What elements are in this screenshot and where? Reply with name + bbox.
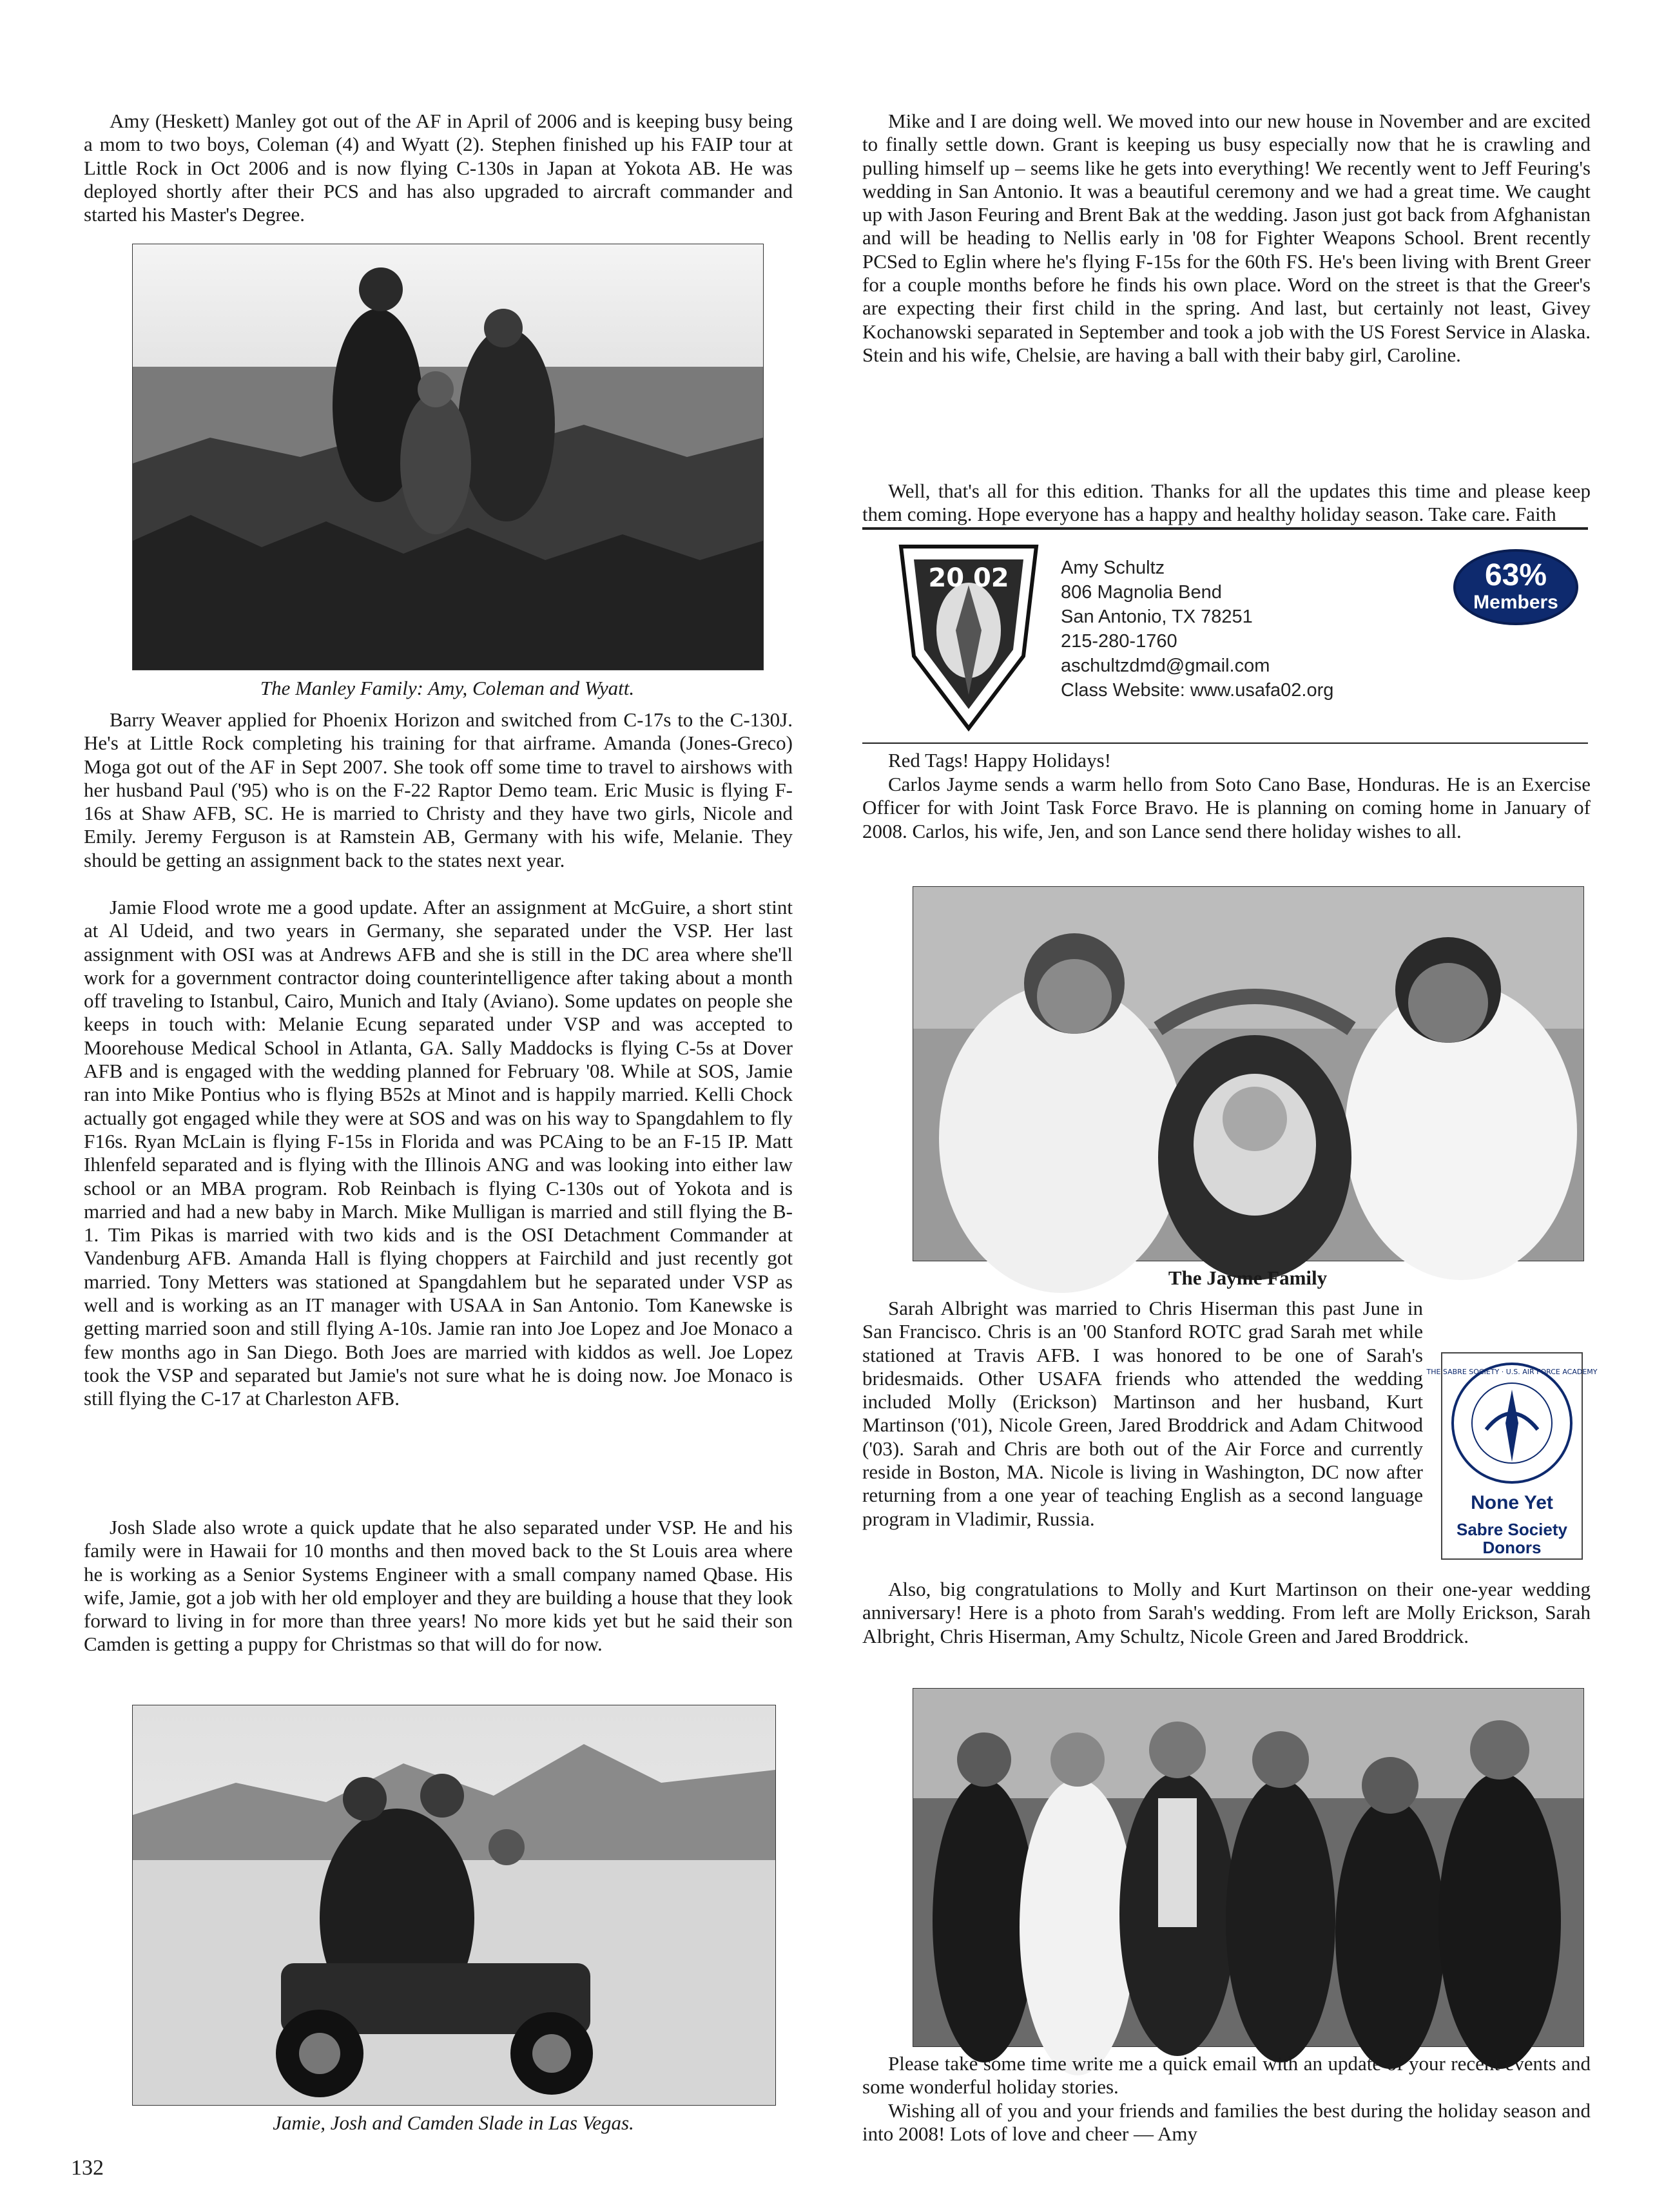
- contact-email[interactable]: aschultzdmd@gmail.com: [1061, 655, 1270, 676]
- section-divider-bottom: [862, 742, 1588, 744]
- contact-website[interactable]: Class Website: www.usafa02.org: [1061, 680, 1334, 701]
- page-number: 132: [71, 2156, 104, 2180]
- photo-caption-manley: The Manley Family: Amy, Coleman and Wyatt.: [260, 677, 635, 699]
- class-contact-block: [1061, 556, 1333, 703]
- article-paragraph-flood: Jamie Flood wrote me a good update. After an assignment at McGuire, a short stint at Al Udeid, and two years in Germany, she separated under the VSP. Her last assignment with OSI was at Andrews AFB and she is still in the DC area where she'll work for a government contractor doing counterintelligence after taking about a month off traveling to Istanbul, Cairo, Munich and Italy (Aviano). Some updates on people she keeps in touch with: Melanie Ecung separated under VSP and was accepted to Moorehouse Medical School in Atlanta, GA. Sally Maddocks is flying C-5s at Dover AFB and is engaged with the wedding planned for February '08. While at SOS, Jamie ran into Mike Pontius who is flying B52s at Minot and is happily married. Kelli Chock actually got engaged while they were at SOS and was on his way to Spangdahlem to fly F16s. Ryan McLain is flying F-15s in Florida and was PCAing to be an F-15 IP. Matt Ihlenfeld separated and is flying with the Illinois ANG and was looking into either law school or an MBA program. Rob Reinbach is flying C-130s out of Yokota and is married and had a new baby in March. Mike Mulligan is married and still flying the B-1. Tim Pikas is married with two kids and is the OSI Detachment Commander at Vandenburg AFB. Amanda Hall is flying choppers at Fairchild and just recently got married. Tony Metters was stationed at Spangdahlem but he separated under VSP as well and is working as an IT manager with USAA in San Antonio. Tom Kanewske is getting married soon and still flying A-10s. Jamie ran into Joe Lopez and Joe Monaco a few months ago in San Diego. Both Joes are married with kiddos as well. Joe Lopez took the VSP and separated but Jamie's not sure what he is doing now. Joe Monaco is still flying the C-17 at Charleston AFB.: [84, 896, 793, 1410]
- contact-city: San Antonio, TX 78251: [1061, 606, 1253, 627]
- sabre-seal-text: THE SABRE SOCIETY · U.S. AIR FORCE ACADEMY: [1426, 1368, 1598, 1376]
- membership-percent: 63%: [1484, 558, 1547, 592]
- photo-slade-family: [132, 1705, 776, 2106]
- article-paragraph-faith-signoff: Well, that's all for this edition. Thanks for all the updates this time and please keep them coming. Hope everyone has a happy and healthy holiday season. Take care. Faith: [862, 480, 1591, 526]
- photo-jayme-family: [913, 886, 1584, 1261]
- crest-year-text: 20 02: [928, 563, 1009, 593]
- article-paragraph-request-updates: Please take some time write me a quick email with an update of your recent events and some wonderful holiday stories.: [862, 2052, 1591, 2099]
- class-crest-2002: [895, 540, 1043, 733]
- article-paragraph-weaver: Barry Weaver applied for Phoenix Horizon and switched from C-17s to the C-130J. He's at Little Rock completing his training for that airframe. Amanda (Jones-Greco) Moga got out of the AF in Sept 2007. She took off some time to travel to airshows with her husband Paul ('95) who is on the F-22 Raptor Demo team. Eric Music is flying F-16s at Shaw AFB, SC. He is married to Christy and they have two girls, Nicole and Emily. Jeremy Ferguson is at Ramstein AB, Germany with his wife, Melanie. They should be getting an assignment back to the states next year.: [84, 708, 793, 871]
- section-divider-top: [862, 527, 1588, 530]
- article-paragraph-albright-wedding: Sarah Albright was married to Chris Hiserman this past June in San Francisco. Chris is an '00 Stanford ROTC grad Sarah met while stationed at Travis AFB. I was honored to be one of Sarah's bridesmaids. Other USAFA friends who attended the wedding included Molly (Erickson) Martinson and her husband, Kurt Martinson ('01), Nicole Green, Jared Broddrick and Adam Chitwood ('03). Sarah and Chris are both out of the Air Force and currently reside in Boston, MA. Nicole is living in Washington, DC now after returning from a one year of teaching English as a second language program in Vladimir, Russia.: [862, 1297, 1423, 1530]
- article-paragraph-jayme: Carlos Jayme sends a warm hello from Soto Cano Base, Honduras. He is an Exercise Officer for with Joint Task Force Bravo. He is planning on coming home in January of 2008. Carlos, his wife, Jen, and son Lance send there holiday wishes to all.: [862, 773, 1591, 842]
- article-paragraph-manley: Amy (Heskett) Manley got out of the AF in April of 2006 and is keeping busy being a mom to two boys, Coleman (4) and Wyatt (2). Stephen finished up his FAIP tour at Little Rock in Oct 2006 and is now flying C-130s in Japan at Yokota AB. He was deployed shortly after their PCS and has also upgraded to aircraft commander and started his Master's Degree.: [84, 110, 793, 226]
- article-paragraph-holiday-wishes: Wishing all of you and your friends and families the best during the holiday season and into 2008! Lots of love and cheer — Amy: [862, 2099, 1591, 2146]
- photo-caption-slade: Jamie, Josh and Camden Slade in Las Vegas.: [273, 2111, 634, 2134]
- photo-albright-wedding-group: [913, 1688, 1584, 2047]
- sabre-donors-label: Donors: [1482, 1538, 1542, 1557]
- sabre-none-yet: None Yet: [1471, 1492, 1553, 1513]
- membership-label: Members: [1473, 592, 1558, 613]
- article-paragraph-red-tags: Red Tags! Happy Holidays!: [888, 749, 1111, 771]
- sabre-society-label: Sabre Society: [1457, 1520, 1567, 1539]
- contact-phone: 215-280-1760: [1061, 631, 1177, 652]
- article-paragraph-schultz-family: Mike and I are doing well. We moved into our new house in November and are excited to finally settle down. Grant is keeping us busy especially now that he is crawling and pulling himself up – seems like he gets into everything! We recently went to Jeff Feuring's wedding in San Antonio. It was a beautiful ceremony and we had a great time. We caught up with Jason Feuring and Brent Bak at the wedding. Jason just got back from Afghanistan and will be heading to Nellis early in '08 for Fighter Weapons School. Brent recently PCSed to Eglin where he's flying F-15s for the 60th FS. He's been living with Brent Greer for a couple months before he finds his own place. Word on the street is that the Greer's are expecting their first child in the spring. And last, but certainly not least, Givey Kochanowski separated in September and took a job with the US Forest Service in Alaska. Stein and his wife, Chelsie, are having a ball with their baby girl, Caroline.: [862, 110, 1591, 366]
- photo-caption-jayme: The Jayme Family: [1168, 1266, 1328, 1289]
- article-paragraph-slade: Josh Slade also wrote a quick update that he also separated under VSP. He and his family were in Hawaii for 10 months and then moved back to the St Louis area where he is working as a Senior Systems Engineer with a small company named Qbase. His wife, Jamie, got a job with her old employer and they are building a house that they look forward to living in for more than three years! No more kids yet but he said their son Camden is getting a puppy for Christmas so that will do for now.: [84, 1516, 793, 1656]
- photo-manley-family: [132, 244, 764, 670]
- membership-badge: [1453, 549, 1578, 625]
- article-paragraph-martinson-anniversary: Also, big congratulations to Molly and Kurt Martinson on their one-year wedding anniversary! Here is a photo from Sarah's wedding. From left are Molly Erickson, Sarah Albright, Chris Hiserman, Amy Schultz, Nicole Green and Jared Broddrick.: [862, 1578, 1591, 1647]
- contact-street: 806 Magnolia Bend: [1061, 582, 1222, 603]
- contact-name: Amy Schultz: [1061, 558, 1165, 578]
- sabre-society-box: [1426, 1352, 1598, 1560]
